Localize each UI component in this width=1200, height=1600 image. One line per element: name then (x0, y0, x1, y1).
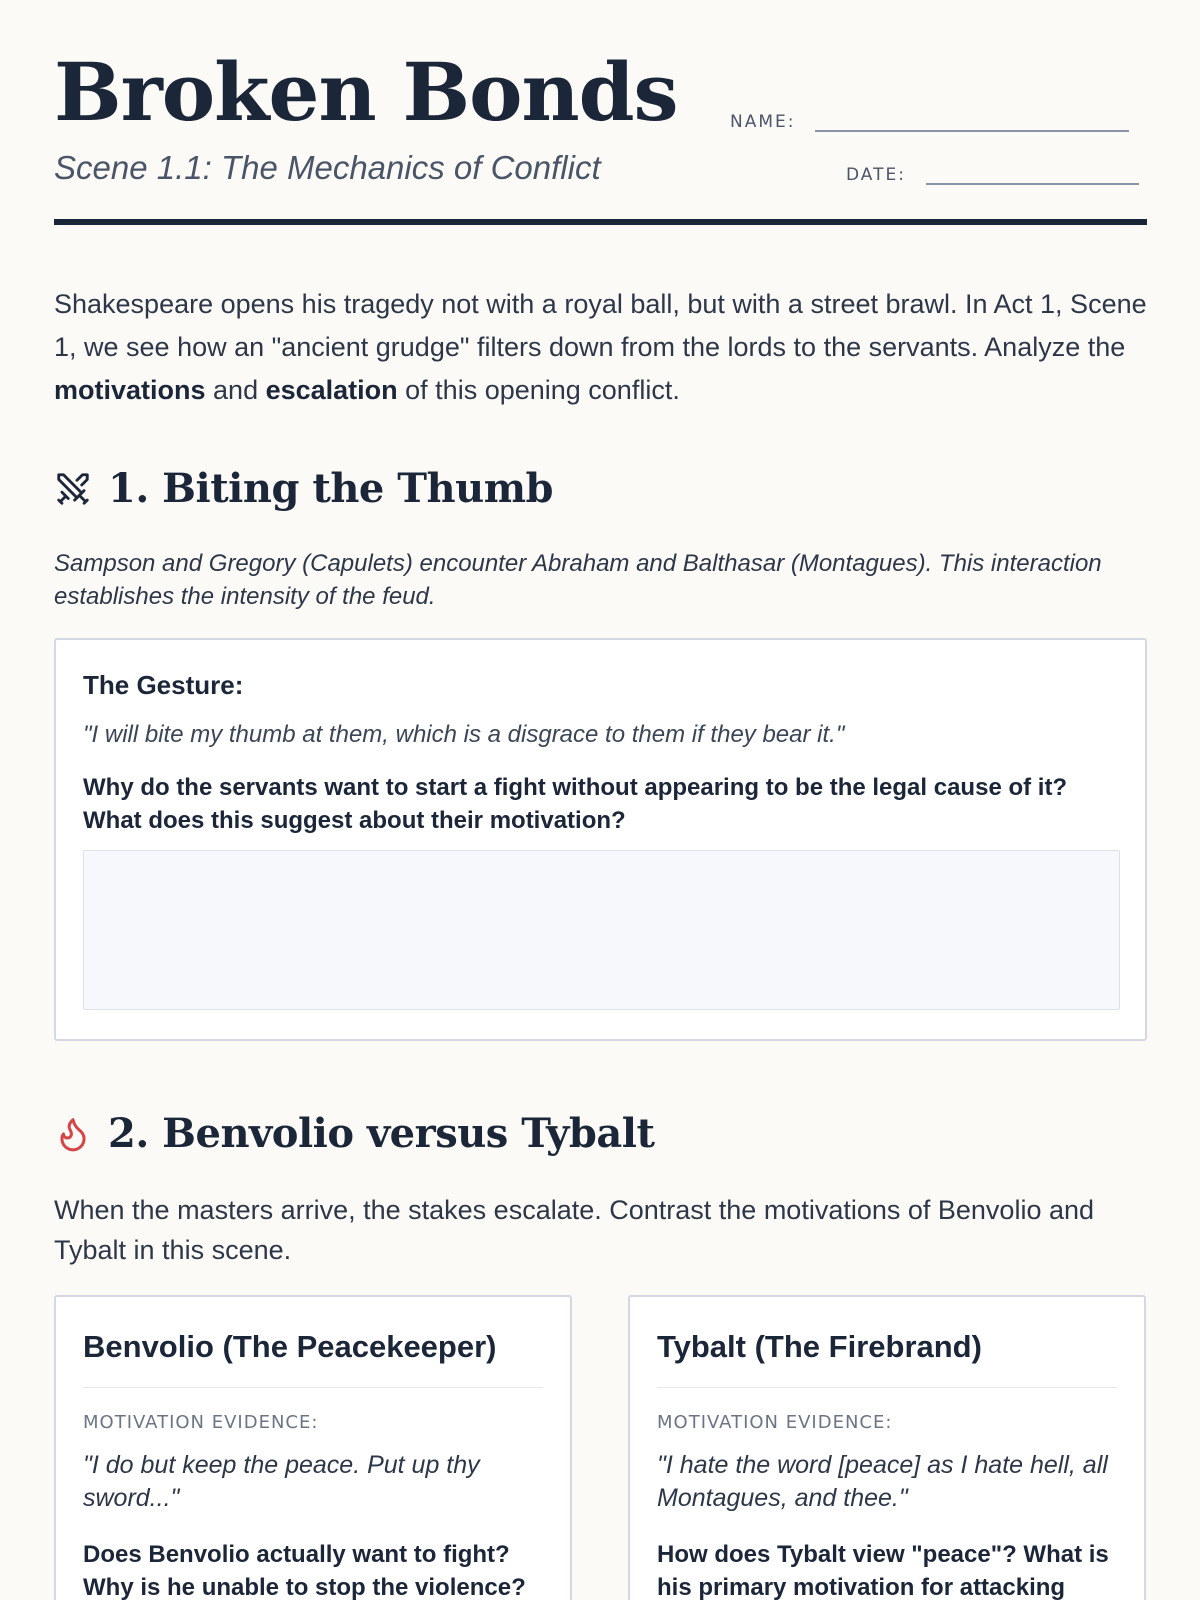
benvolio-card (54, 1295, 572, 1600)
gesture-answer-box[interactable] (83, 850, 1120, 1010)
tybalt-card-title: Tybalt (The Firebrand) (657, 1329, 1117, 1388)
date-label: DATE: (846, 165, 906, 185)
tybalt-card (628, 1295, 1146, 1600)
tybalt-evidence-label: MOTIVATION EVIDENCE: (657, 1412, 893, 1433)
page-title: Broken Bonds (54, 45, 678, 139)
date-field[interactable] (846, 165, 1139, 185)
section-2-heading (54, 1110, 654, 1157)
page-subtitle: Scene 1.1: The Mechanics of Conflict (54, 149, 601, 186)
header-divider (54, 219, 1147, 225)
tybalt-quote: "I hate the word [peace] as I hate hell, all Montagues, and thee." (657, 1451, 1108, 1512)
date-line[interactable] (926, 183, 1139, 185)
intro-text-3: of this opening conflict. (397, 375, 680, 405)
benvolio-quote: "I do but keep the peace. Put up thy sword..." (83, 1451, 480, 1512)
benvolio-evidence-label: MOTIVATION EVIDENCE: (83, 1412, 319, 1433)
gesture-label: The Gesture: (83, 670, 244, 700)
gesture-quote: "I will bite my thumb at them, which is a disgrace to them if they bear it." (83, 721, 845, 748)
benvolio-card-title: Benvolio (The Peacekeeper) (83, 1329, 543, 1388)
section-1-description: Sampson and Gregory (Capulets) encounter Abraham and Balthasar (Montagues). This interaction establishes the intensity of the feud. (54, 550, 1102, 610)
section-2-title: 2. Benvolio versus Tybalt (108, 1110, 655, 1157)
name-field[interactable] (730, 112, 1129, 132)
intro-text-2: and (205, 375, 266, 405)
name-label: NAME: (730, 112, 796, 132)
intro-bold-escalation: escalation (265, 375, 398, 405)
worksheet-header (54, 0, 1147, 230)
intro-bold-motivations: motivations (54, 375, 206, 405)
gesture-question: Why do the servants want to start a fight without appearing to be the legal cause of it? What does this suggest about their motivation? (83, 774, 1068, 834)
section-1-heading (54, 465, 553, 512)
crossed-swords-icon (54, 470, 92, 508)
benvolio-question: Does Benvolio actually want to fight? Why is he unable to stop the violence? (83, 1541, 526, 1600)
intro-paragraph (54, 283, 1147, 412)
gesture-card (54, 638, 1147, 1041)
section-2-description: When the masters arrive, the stakes escalate. Contrast the motivations of Benvolio and Tybalt in this scene. (54, 1195, 1095, 1265)
section-1-title: 1. Biting the Thumb (108, 465, 553, 512)
flame-icon (54, 1115, 92, 1153)
intro-text-1: Shakespeare opens his tragedy not with a royal ball, but with a street brawl. In Act 1, Scene 1, we see how an "ancient grudge" filters down from the lords to the servants. Analyze the (54, 289, 1147, 362)
tybalt-question: How does Tybalt view "peace"? What is his primary motivation for attacking (657, 1541, 1109, 1600)
worksheet-page (54, 0, 1147, 1600)
name-line[interactable] (815, 130, 1129, 132)
